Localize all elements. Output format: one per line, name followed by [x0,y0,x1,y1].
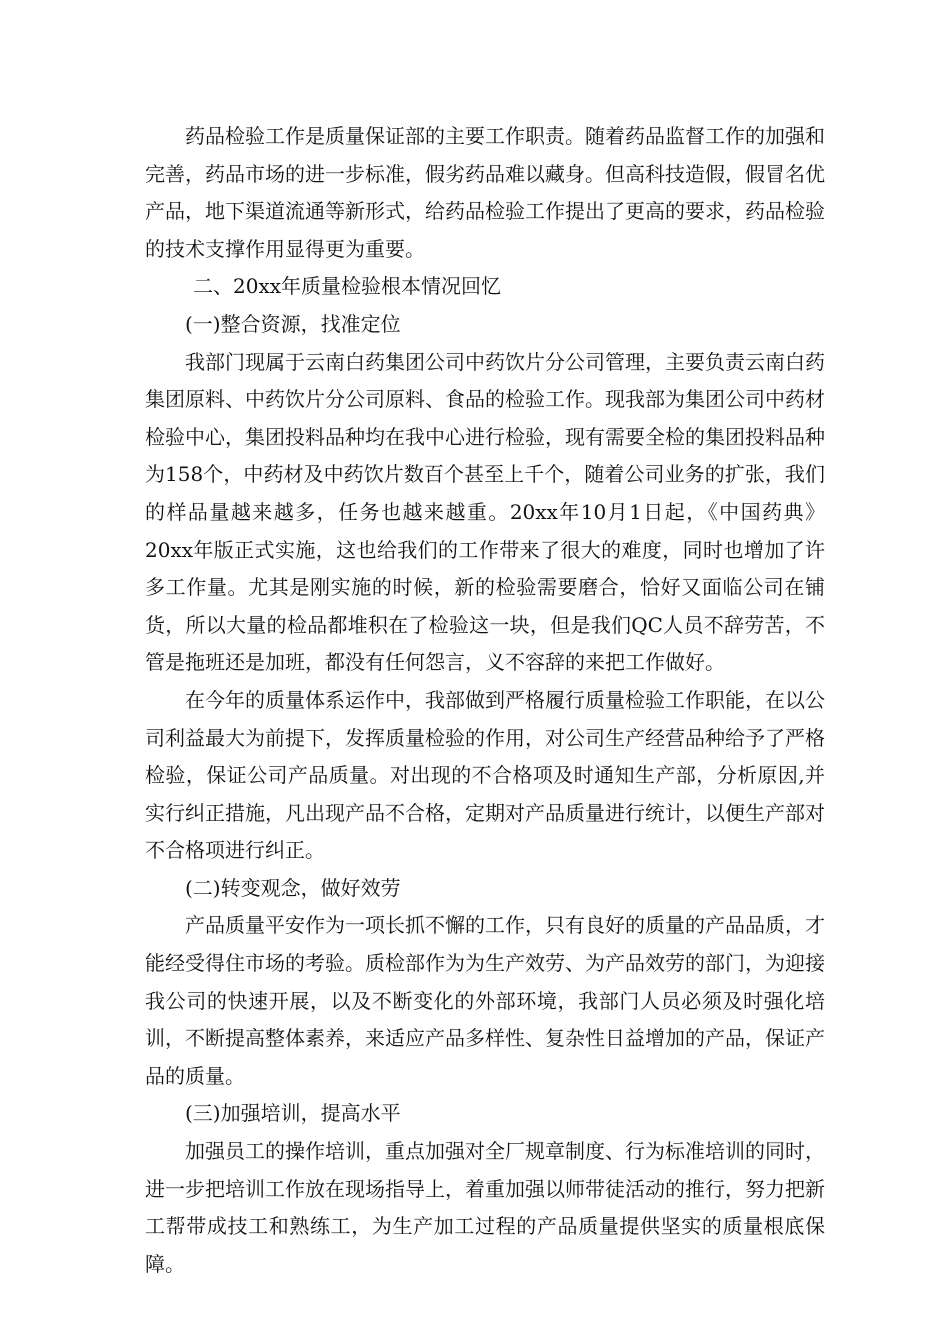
subheading-change-concept: (二)转变观念，做好效劳 [185,875,401,900]
paragraph-quality-system: 在今年的质量体系运作中，我部做到严格履行质量检验工作职能，在以公司利益最大为前提下，发挥质量检验的作用，对公司生产经营品种给予了严格检验，保证公司产品质量。对出现的不合格项及时通知生产部，分析原因,并实行纠正措施，凡出现产品不合格，定期对产品质量进行统计，以便生产部对不合格项进行纠正。 [145,687,825,863]
paragraph-department-overview: 我部门现属于云南白药集团公司中药饮片分公司管理，主要负责云南白药集团原料、中药饮片分公司原料、食品的检验工作。现我部为集团公司中药材检验中心，集团投料品种均在我中心进行检验，现有需要全检的集团投料品种为158个，中药材及中药饮片数百个甚至上千个，随着公司业务的扩张，我们的样品量越来越多，任务也越来越重。20xx年10月1日起，《中国药典》20xx年版正式实施，这也给我们的工作带来了很大的难度，同时也增加了许多工作量。尤其是刚实施的时候，新的检验需要磨合，恰好又面临公司在铺货，所以大量的检品都堆积在了检验这一块，但是我们QC人员不辞劳苦，不管是拖班还是加班，都没有任何怨言，义不容辞的来把工作做好。 [145,349,825,675]
document-body [145,118,825,1283]
subheading-integrate-resources: (一)整合资源，找准定位 [185,311,401,336]
subheading-strengthen-training: (三)加强培训，提高水平 [185,1101,401,1126]
paragraph-product-safety: 产品质量平安作为一项长抓不懈的工作，只有良好的质量的产品品质，才能经受得住市场的考验。质检部作为为生产效劳、为产品效劳的部门，为迎接我公司的快速开展，以及不断变化的外部环境，我部门人员必须及时强化培训，不断提高整体素养，来适应产品多样性、复杂性日益增加的产品，保证产品的质量。 [145,913,825,1088]
paragraph-training: 加强员工的操作培训，重点加强对全厂规章制度、行为标准培训的同时，进一步把培训工作放在现场指导上，着重加强以师带徒活动的推行，努力把新工帮带成技工和熟练工，为生产加工过程的产品质量提供坚实的质量根底保障。 [145,1139,825,1276]
section-heading-review: 二、20xx年质量检验根本情况回忆 [193,274,502,299]
paragraph-intro: 药品检验工作是质量保证部的主要工作职责。随着药品监督工作的加强和完善，药品市场的进一步标准，假劣药品难以藏身。但高科技造假，假冒名优产品，地下渠道流通等新形式，给药品检验工作提出了更高的要求，药品检验的技术支撑作用显得更为重要。 [145,124,825,261]
